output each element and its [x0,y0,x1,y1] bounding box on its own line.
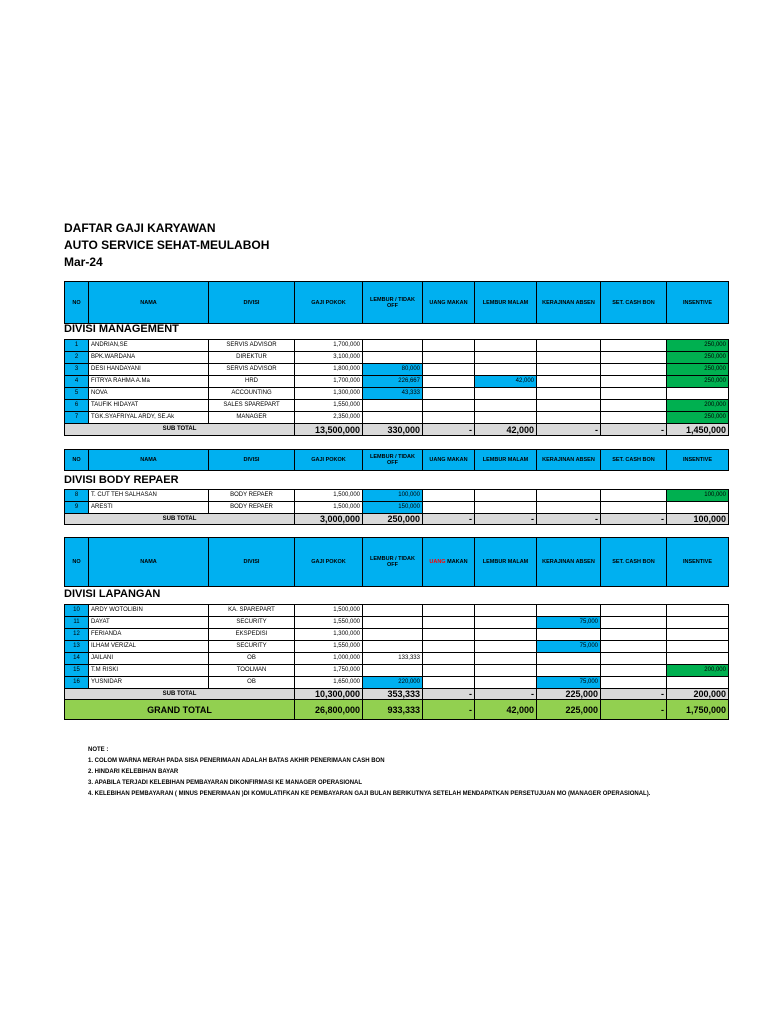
section-body-repaer: DIVISI BODY REPAER [64,474,179,486]
row-no: 15 [65,665,89,677]
row-no: 12 [65,629,89,641]
col-uang-makan: UANG MAKAN [423,282,475,324]
notes-heading: NOTE : [88,747,109,753]
row-makan [423,665,475,677]
row-malam [475,641,537,653]
row-insentive [667,677,729,689]
col-nama: NAMA [89,450,209,471]
management-table [64,339,729,436]
row-nama: ARESTI [89,502,209,514]
row-makan [423,376,475,388]
row-kerajinan [537,605,601,617]
col-uang-makan [423,538,475,587]
col-insentive: INSENTIVE [667,282,729,324]
row-divisi: SECURITY [209,617,295,629]
row-kerajinan [537,490,601,502]
subtotal-kerajinan: - [537,514,601,525]
table-row [65,641,729,653]
row-insentive: 250,000 [667,412,729,424]
row-lembur [363,412,423,424]
row-malam [475,665,537,677]
subtotal-gaji: 13,500,000 [295,424,363,436]
subtotal-kerajinan: - [537,424,601,436]
grand-total-row [65,700,729,720]
subtotal-lembur: 353,333 [363,689,423,700]
body-header-table [64,449,729,471]
row-gaji: 1,800,000 [295,364,363,376]
row-nama: JAILANI [89,653,209,665]
row-makan [423,400,475,412]
grand-total-gaji: 26,800,000 [295,700,363,720]
row-no: 2 [65,352,89,364]
row-makan [423,653,475,665]
doc-company: AUTO SERVICE SEHAT-MEULABOH [64,238,270,252]
grand-total-bon: - [601,700,667,720]
subtotal-malam: 42,000 [475,424,537,436]
row-malam [475,653,537,665]
col-nama: NAMA [89,282,209,324]
row-divisi: OB [209,653,295,665]
row-insentive [667,629,729,641]
row-gaji: 1,500,000 [295,502,363,514]
table-row [65,605,729,617]
row-insentive: 250,000 [667,376,729,388]
row-nama: T. CUT TEH SALHASAN [89,490,209,502]
grand-total-malam: 42,000 [475,700,537,720]
table-row [65,376,729,388]
subtotal-label: SUB TOTAL [65,514,295,525]
row-nama: ANDRIAN,SE [89,340,209,352]
table-row [65,665,729,677]
col-lembur: LEMBUR / TIDAK OFF [363,282,423,324]
row-nama: DESI HANDAYANI [89,364,209,376]
row-divisi: SALES SPAREPART [209,400,295,412]
row-lembur [363,629,423,641]
row-gaji: 1,700,000 [295,376,363,388]
row-malam [475,617,537,629]
row-bon [601,364,667,376]
row-divisi: BODY REPAER [209,502,295,514]
row-nama: FERIANDA [89,629,209,641]
row-no: 1 [65,340,89,352]
row-no: 10 [65,605,89,617]
row-bon [601,641,667,653]
col-kerajinan: KERAJINAN ABSEN [537,450,601,471]
subtotal-row [65,689,729,700]
row-no: 4 [65,376,89,388]
uang-word: UANG [429,559,446,565]
row-lembur [363,617,423,629]
row-nama: YUSNIDAR [89,677,209,689]
table-row [65,364,729,376]
col-divisi: DIVISI [209,282,295,324]
subtotal-bon: - [601,689,667,700]
row-insentive: 100,000 [667,490,729,502]
row-gaji: 2,350,000 [295,412,363,424]
row-makan [423,677,475,689]
row-gaji: 1,300,000 [295,388,363,400]
col-kerajinan: KERAJINAN ABSEN [537,282,601,324]
row-bon [601,376,667,388]
section-management: DIVISI MANAGEMENT [64,323,179,335]
row-gaji: 1,550,000 [295,400,363,412]
row-malam [475,502,537,514]
subtotal-row [65,424,729,436]
row-lembur: 100,000 [363,490,423,502]
body-table [64,489,729,525]
row-kerajinan [537,665,601,677]
row-bon [601,400,667,412]
row-bon [601,502,667,514]
row-divisi: KA. SPAREPART [209,605,295,617]
row-makan [423,364,475,376]
row-makan [423,340,475,352]
col-cash-bon: SET. CASH BON [601,282,667,324]
row-bon [601,629,667,641]
row-lembur: 220,000 [363,677,423,689]
table-row [65,412,729,424]
table-row [65,388,729,400]
section-lapangan: DIVISI LAPANGAN [64,588,161,600]
row-kerajinan [537,364,601,376]
col-uang-makan: UANG MAKAN [423,450,475,471]
row-bon [601,388,667,400]
row-kerajinan [537,653,601,665]
row-divisi: DIREKTUR [209,352,295,364]
row-lembur: 43,333 [363,388,423,400]
row-no: 3 [65,364,89,376]
lapangan-table [64,604,729,720]
row-no: 14 [65,653,89,665]
note-4: 4. KELEBIHAN PEMBAYARAN ( MINUS PENERIMAAN )DI KOMULATIFKAN KE PEMBAYARAN GAJI BULAN BERIKUTNYA SETELAH MENDAPATKAN PERSETUJUAN MO (MANAGER OPERASIONAL). [88,791,651,797]
col-gaji-pokok: GAJI POKOK [295,538,363,587]
table-row [65,340,729,352]
row-divisi: BODY REPAER [209,490,295,502]
row-insentive: 250,000 [667,352,729,364]
row-gaji: 1,300,000 [295,629,363,641]
col-gaji-pokok: GAJI POKOK [295,282,363,324]
row-insentive: 250,000 [667,340,729,352]
row-lembur [363,605,423,617]
row-bon [601,352,667,364]
row-kerajinan [537,629,601,641]
row-no: 7 [65,412,89,424]
row-gaji: 1,500,000 [295,490,363,502]
col-insentive: INSENTIVE [667,538,729,587]
row-gaji: 1,000,000 [295,653,363,665]
row-makan [423,412,475,424]
row-divisi: TOOLMAN [209,665,295,677]
table-row [65,352,729,364]
row-divisi: MANAGER [209,412,295,424]
col-nama: NAMA [89,538,209,587]
row-lembur [363,665,423,677]
management-header-table [64,281,729,324]
row-divisi: EKSPEDISI [209,629,295,641]
row-no: 8 [65,490,89,502]
row-makan [423,352,475,364]
col-no: NO [65,538,89,587]
row-gaji: 1,500,000 [295,605,363,617]
table-header-row [65,450,729,471]
row-no: 6 [65,400,89,412]
subtotal-makan: - [423,514,475,525]
row-divisi: OB [209,677,295,689]
row-nama: ARDY WOTOLIBIN [89,605,209,617]
row-makan [423,629,475,641]
subtotal-row [65,514,729,525]
col-lembur: LEMBUR / TIDAK OFF [363,450,423,471]
note-2: 2. HINDARI KELEBIHAN BAYAR [88,769,179,775]
table-row [65,617,729,629]
row-gaji: 1,700,000 [295,340,363,352]
row-lembur: 133,333 [363,653,423,665]
row-malam [475,400,537,412]
grand-total-makan: - [423,700,475,720]
table-row [65,677,729,689]
row-kerajinan: 75,000 [537,617,601,629]
col-lembur-malam: LEMBUR MALAM [475,450,537,471]
row-kerajinan: 75,000 [537,677,601,689]
row-malam [475,388,537,400]
notes-block [88,745,650,800]
table-row [65,629,729,641]
col-lembur-malam: LEMBUR MALAM [475,538,537,587]
row-malam [475,352,537,364]
doc-title: DAFTAR GAJI KARYAWAN [64,221,216,235]
col-insentive: INSENTIVE [667,450,729,471]
row-divisi: ACCOUNTING [209,388,295,400]
row-insentive [667,388,729,400]
row-makan [423,617,475,629]
grand-total-insentive: 1,750,000 [667,700,729,720]
row-insentive [667,502,729,514]
row-kerajinan: 75,000 [537,641,601,653]
col-divisi: DIVISI [209,450,295,471]
row-kerajinan [537,352,601,364]
row-makan [423,490,475,502]
row-bon [601,617,667,629]
row-nama: TGK.SYAFRIYAL ARDY, SE.Ak [89,412,209,424]
row-insentive: 200,000 [667,665,729,677]
subtotal-gaji: 3,000,000 [295,514,363,525]
row-malam [475,490,537,502]
grand-total-lembur: 933,333 [363,700,423,720]
row-kerajinan [537,388,601,400]
col-divisi: DIVISI [209,538,295,587]
col-cash-bon: SET. CASH BON [601,538,667,587]
lapangan-header-table [64,537,729,587]
row-bon [601,490,667,502]
note-1: 1. COLOM WARNA MERAH PADA SISA PENERIMAAN ADALAH BATAS AKHIR PENERIMAAN CASH BON [88,758,385,764]
row-gaji: 3,100,000 [295,352,363,364]
subtotal-makan: - [423,424,475,436]
table-header-row [65,538,729,587]
row-bon [601,665,667,677]
subtotal-makan: - [423,689,475,700]
row-lembur: 150,000 [363,502,423,514]
row-no: 11 [65,617,89,629]
row-no: 13 [65,641,89,653]
subtotal-insentive: 100,000 [667,514,729,525]
row-no: 5 [65,388,89,400]
subtotal-bon: - [601,514,667,525]
row-malam: 42,000 [475,376,537,388]
row-bon [601,340,667,352]
subtotal-lembur: 330,000 [363,424,423,436]
row-nama: FITRYA RAHMA A.Ma [89,376,209,388]
row-gaji: 1,550,000 [295,641,363,653]
row-insentive [667,641,729,653]
row-malam [475,340,537,352]
grand-total-kerajinan: 225,000 [537,700,601,720]
row-makan [423,605,475,617]
note-3: 3. APABILA TERJADI KELEBIHAN PEMBAYARAN DIKONFIRMASI KE MANAGER OPERASIONAL [88,780,363,786]
col-gaji-pokok: GAJI POKOK [295,450,363,471]
row-nama: NOVA [89,388,209,400]
makan-word: MAKAN [447,559,468,565]
row-gaji: 1,750,000 [295,665,363,677]
doc-period: Mar-24 [64,255,103,269]
row-kerajinan [537,412,601,424]
row-divisi: SECURITY [209,641,295,653]
col-cash-bon: SET. CASH BON [601,450,667,471]
row-malam [475,677,537,689]
row-bon [601,412,667,424]
row-makan [423,502,475,514]
row-bon [601,677,667,689]
table-row [65,502,729,514]
table-row [65,400,729,412]
subtotal-kerajinan: 225,000 [537,689,601,700]
row-lembur: 80,000 [363,364,423,376]
row-malam [475,412,537,424]
row-malam [475,364,537,376]
subtotal-label: SUB TOTAL [65,424,295,436]
row-insentive [667,617,729,629]
row-makan [423,388,475,400]
table-header-row [65,282,729,324]
row-malam [475,629,537,641]
subtotal-gaji: 10,300,000 [295,689,363,700]
subtotal-bon: - [601,424,667,436]
row-malam [475,605,537,617]
row-lembur [363,641,423,653]
row-nama: T.M RISKI [89,665,209,677]
grand-total-label: GRAND TOTAL [65,700,295,720]
subtotal-malam: - [475,689,537,700]
row-bon [601,653,667,665]
row-lembur [363,400,423,412]
row-divisi: SERVIS ADVISOR [209,340,295,352]
row-divisi: HRD [209,376,295,388]
row-lembur: 226,667 [363,376,423,388]
row-makan [423,641,475,653]
subtotal-insentive: 200,000 [667,689,729,700]
row-nama: ILHAM VERIZAL [89,641,209,653]
row-lembur [363,352,423,364]
row-gaji: 1,550,000 [295,617,363,629]
subtotal-lembur: 250,000 [363,514,423,525]
row-no: 16 [65,677,89,689]
row-insentive [667,653,729,665]
col-lembur: LEMBUR / TIDAK OFF [363,538,423,587]
row-kerajinan [537,400,601,412]
row-nama: BPK.WARDANA [89,352,209,364]
subtotal-malam: - [475,514,537,525]
row-kerajinan [537,376,601,388]
row-no: 9 [65,502,89,514]
subtotal-label: SUB TOTAL [65,689,295,700]
row-insentive: 250,000 [667,364,729,376]
row-kerajinan [537,502,601,514]
subtotal-insentive: 1,450,000 [667,424,729,436]
table-row [65,653,729,665]
row-insentive [667,605,729,617]
row-insentive: 200,000 [667,400,729,412]
col-no: NO [65,282,89,324]
row-gaji: 1,650,000 [295,677,363,689]
row-nama: DAYAT [89,617,209,629]
row-lembur [363,340,423,352]
col-no: NO [65,450,89,471]
row-bon [601,605,667,617]
row-nama: TAUFIK HIDAYAT [89,400,209,412]
row-kerajinan [537,340,601,352]
table-row [65,490,729,502]
row-divisi: SERVIS ADVISOR [209,364,295,376]
col-kerajinan: KERAJINAN ABSEN [537,538,601,587]
col-lembur-malam: LEMBUR MALAM [475,282,537,324]
